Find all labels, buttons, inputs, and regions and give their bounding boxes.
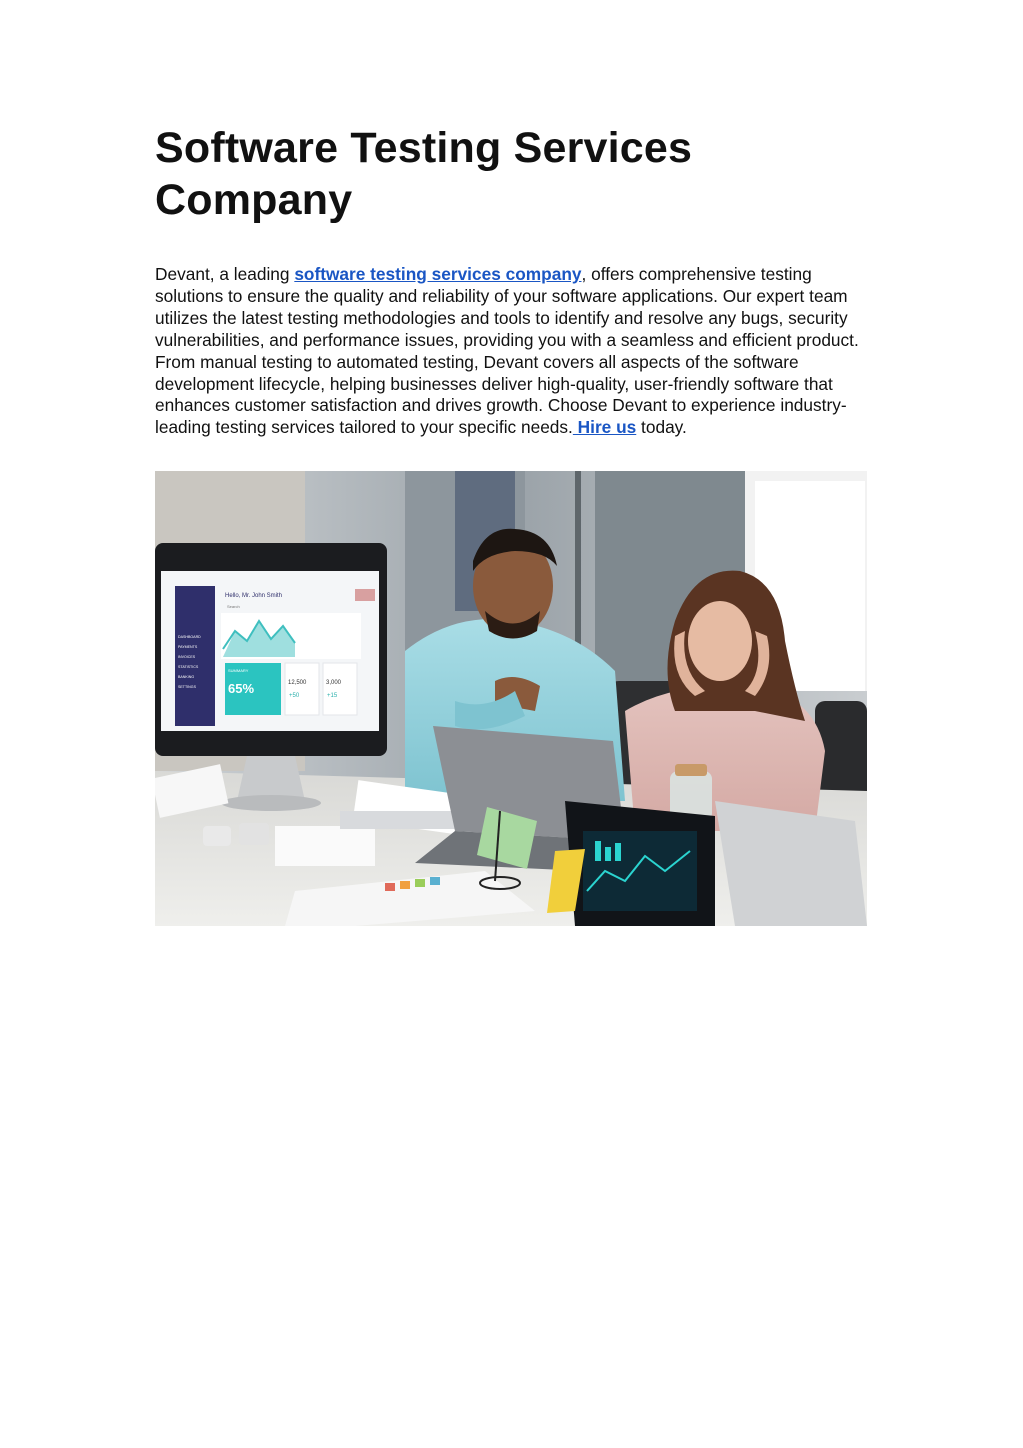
screen-stat2-value: 3,000 — [326, 680, 342, 686]
intro-text: Devant, a leading — [155, 264, 295, 284]
title-line-1: Software Testing Services — [155, 124, 693, 172]
screen-stat1-delta: +50 — [289, 693, 300, 699]
outro-text: today. — [636, 417, 687, 438]
title-line-2: Company — [155, 176, 353, 224]
screen-summary-value: 65% — [228, 681, 255, 696]
screen-menu-invoices: INVOICES — [178, 655, 196, 659]
screen-search-label: Search — [227, 604, 240, 609]
page-title — [155, 122, 870, 226]
screen-menu-dashboard: DASHBOARD — [178, 635, 201, 639]
intro-paragraph — [155, 264, 870, 439]
screen-stat1-value: 12,500 — [288, 680, 307, 686]
screen-greeting: Hello, Mr. John Smith — [225, 593, 283, 599]
screen-menu-statistics: STATISTICS — [178, 665, 199, 669]
software-testing-services-link[interactable]: software testing services company — [294, 264, 582, 284]
screen-menu-banking: BANKING — [178, 675, 195, 679]
screen-menu-settings: SETTINGS — [178, 685, 196, 689]
screen-stat2-delta: +15 — [327, 693, 338, 699]
screen-summary-label: SUMMARY — [228, 668, 249, 673]
body-text: , offers comprehensive testing solutions to ensure the quality and reliability of your software applications. Our expert team utilizes the latest testing methodologies and tools to identify and resolve any bugs, security vulnerabilities, and performance issues, providing you with a seamless and efficient product. From manual testing to automated testing, Devant covers all aspects of the software development lifecycle, helping businesses deliver high-quality, user-friendly software that enhances customer satisfaction and drives growth. Choose Devant to experience industry-leading testing services tailored to your specific needs. — [155, 264, 859, 438]
article — [155, 122, 870, 439]
office-photo — [155, 471, 867, 926]
screen-menu-payments: PAYMENTS — [178, 645, 198, 649]
hire-us-link[interactable]: Hire us — [572, 417, 637, 438]
